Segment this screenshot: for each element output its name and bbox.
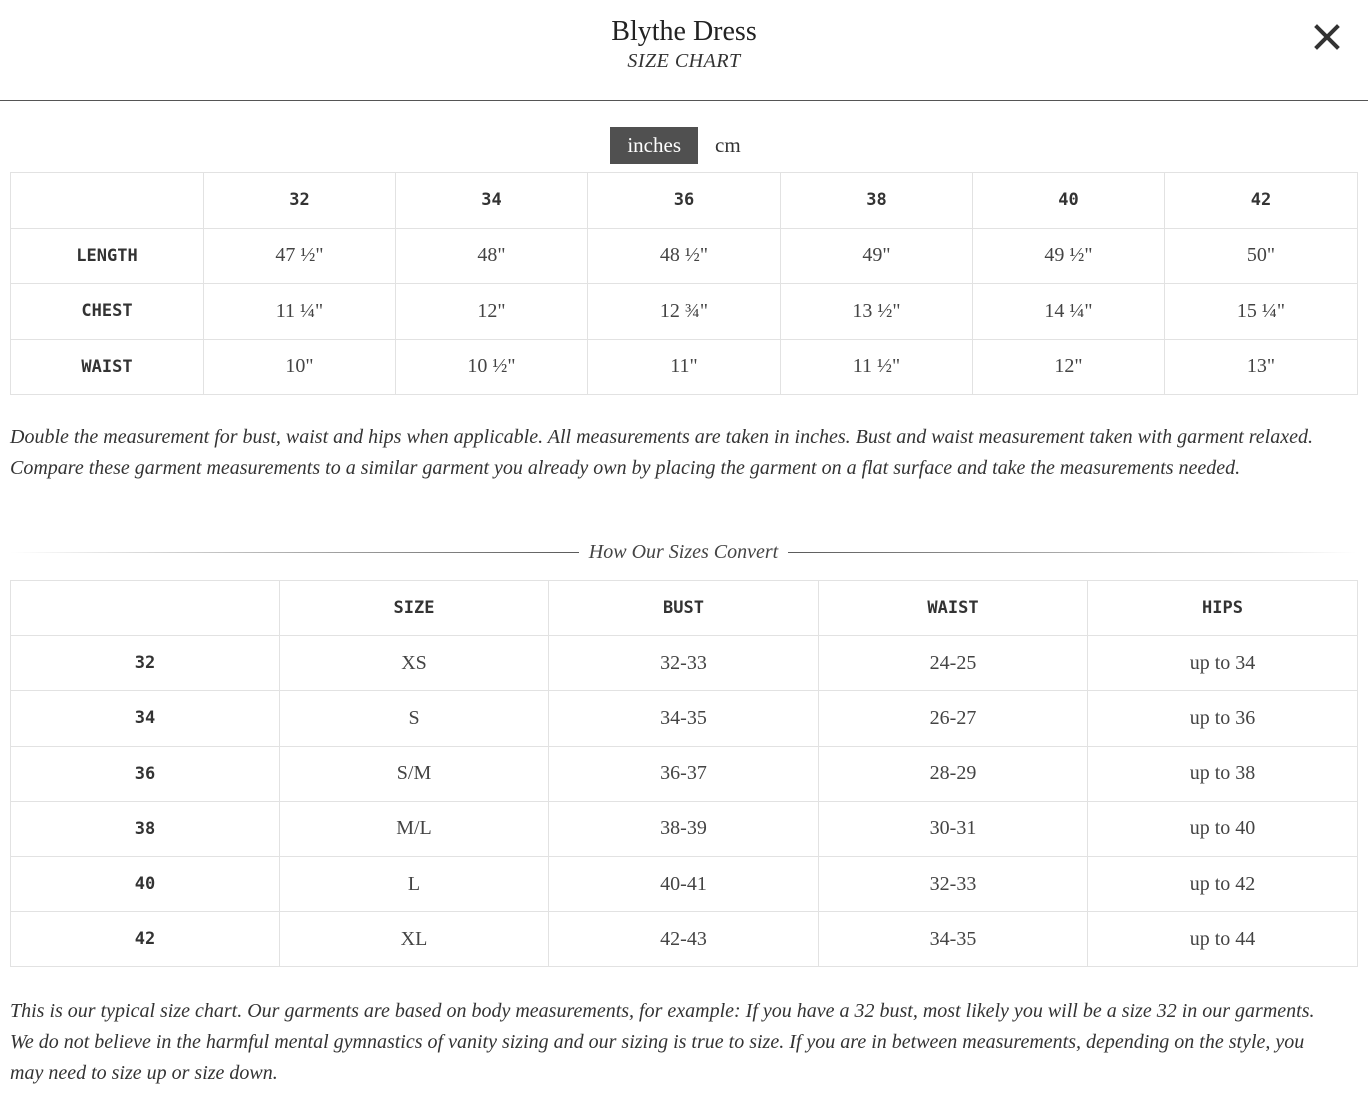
table-header-cell — [11, 581, 280, 636]
table-cell: 13 ½" — [781, 284, 973, 340]
modal-header — [0, 0, 1368, 101]
row-label: 36 — [11, 746, 280, 801]
table-cell: 48" — [396, 228, 588, 284]
divider-line — [788, 552, 1357, 553]
table-cell: up to 36 — [1088, 691, 1358, 746]
row-label: 40 — [11, 856, 280, 911]
table-cell: up to 34 — [1088, 636, 1358, 691]
table-cell: 12" — [396, 284, 588, 340]
table-cell: M/L — [280, 801, 549, 856]
table-row — [11, 856, 1358, 911]
table-header-cell: 32 — [204, 173, 396, 229]
row-label: LENGTH — [11, 228, 204, 284]
table-cell: 11 ½" — [781, 339, 973, 395]
row-label: 42 — [11, 912, 280, 967]
table-cell: L — [280, 856, 549, 911]
row-label: CHEST — [11, 284, 204, 340]
unit-option-cm[interactable]: cm — [715, 133, 741, 157]
table-cell: 32-33 — [819, 856, 1088, 911]
modal-title: Blythe Dress — [611, 16, 757, 47]
table-cell: 40-41 — [549, 856, 819, 911]
table-header-cell: SIZE — [280, 581, 549, 636]
measurement-note: Double the measurement for bust, waist and hips when applicable. All measurements are taken in inches. Bust and waist measurement taken with garment relaxed. Compare these garment measurements to a similar garment you already own by placing the garment on a flat surface and take the measurements needed. — [10, 426, 1313, 479]
table-cell: 30-31 — [819, 801, 1088, 856]
table-cell: 14 ¼" — [973, 284, 1165, 340]
table-row — [11, 284, 1358, 340]
table-row — [11, 746, 1358, 801]
table-cell: 50" — [1165, 228, 1358, 284]
table-cell: XS — [280, 636, 549, 691]
table-row — [11, 228, 1358, 284]
table-row — [11, 636, 1358, 691]
table-cell: 15 ¼" — [1165, 284, 1358, 340]
row-label: WAIST — [11, 339, 204, 395]
table-header-cell: 42 — [1165, 173, 1358, 229]
table-cell: 32-33 — [549, 636, 819, 691]
table-cell: S — [280, 691, 549, 746]
table-cell: 49 ½" — [973, 228, 1165, 284]
table-cell: XL — [280, 912, 549, 967]
table-header-cell: BUST — [549, 581, 819, 636]
table-header-cell: 34 — [396, 173, 588, 229]
table-cell: 12 ¾" — [588, 284, 781, 340]
table-header-cell: 40 — [973, 173, 1165, 229]
table-cell: 36-37 — [549, 746, 819, 801]
table-row — [11, 339, 1358, 395]
size-measurement-table — [10, 172, 1358, 395]
table-row — [11, 912, 1358, 967]
table-cell: 34-35 — [819, 912, 1088, 967]
unit-option-inches[interactable]: inches — [610, 127, 698, 164]
sizing-philosophy-note: This is our typical size chart. Our garments are based on body measurements, for example: If you have a 32 bust, most likely you will be a size 32 in our garments. We do not believe in the harmful mental gymnastics of vanity sizing and our sizing is true to size. If you are in between measurements, depending on the style, you may need to size up or size down. — [10, 1000, 1315, 1084]
table-cell: 49" — [781, 228, 973, 284]
table-cell: 47 ½" — [204, 228, 396, 284]
table-cell: 42-43 — [549, 912, 819, 967]
size-conversion-table — [10, 580, 1358, 967]
divider-label: How Our Sizes Convert — [588, 540, 779, 563]
table-cell: up to 38 — [1088, 746, 1358, 801]
row-label: 32 — [11, 636, 280, 691]
table-row — [11, 801, 1358, 856]
table-header-cell — [11, 173, 204, 229]
table-header-cell: 38 — [781, 173, 973, 229]
section-divider — [10, 540, 1357, 564]
table-cell: 24-25 — [819, 636, 1088, 691]
table-cell: S/M — [280, 746, 549, 801]
divider-line — [10, 552, 579, 553]
table-header-cell: WAIST — [819, 581, 1088, 636]
table-header-row — [11, 173, 1358, 229]
table-cell: 28-29 — [819, 746, 1088, 801]
table-row — [11, 691, 1358, 746]
table-cell: 34-35 — [549, 691, 819, 746]
table-cell: 13" — [1165, 339, 1358, 395]
close-button[interactable] — [1312, 22, 1342, 52]
table-cell: up to 40 — [1088, 801, 1358, 856]
table-cell: 10" — [204, 339, 396, 395]
table-header-cell: 36 — [588, 173, 781, 229]
row-label: 38 — [11, 801, 280, 856]
table-cell: 12" — [973, 339, 1165, 395]
table-cell: up to 42 — [1088, 856, 1358, 911]
table-cell: 48 ½" — [588, 228, 781, 284]
table-header-cell: HIPS — [1088, 581, 1358, 636]
close-icon — [1312, 22, 1342, 52]
table-cell: up to 44 — [1088, 912, 1358, 967]
row-label: 34 — [11, 691, 280, 746]
table-cell: 38-39 — [549, 801, 819, 856]
unit-toggle — [0, 127, 1368, 164]
table-header-row — [11, 581, 1358, 636]
table-cell: 11" — [588, 339, 781, 395]
modal-subtitle: SIZE CHART — [627, 50, 741, 72]
table-cell: 26-27 — [819, 691, 1088, 746]
table-cell: 11 ¼" — [204, 284, 396, 340]
table-cell: 10 ½" — [396, 339, 588, 395]
